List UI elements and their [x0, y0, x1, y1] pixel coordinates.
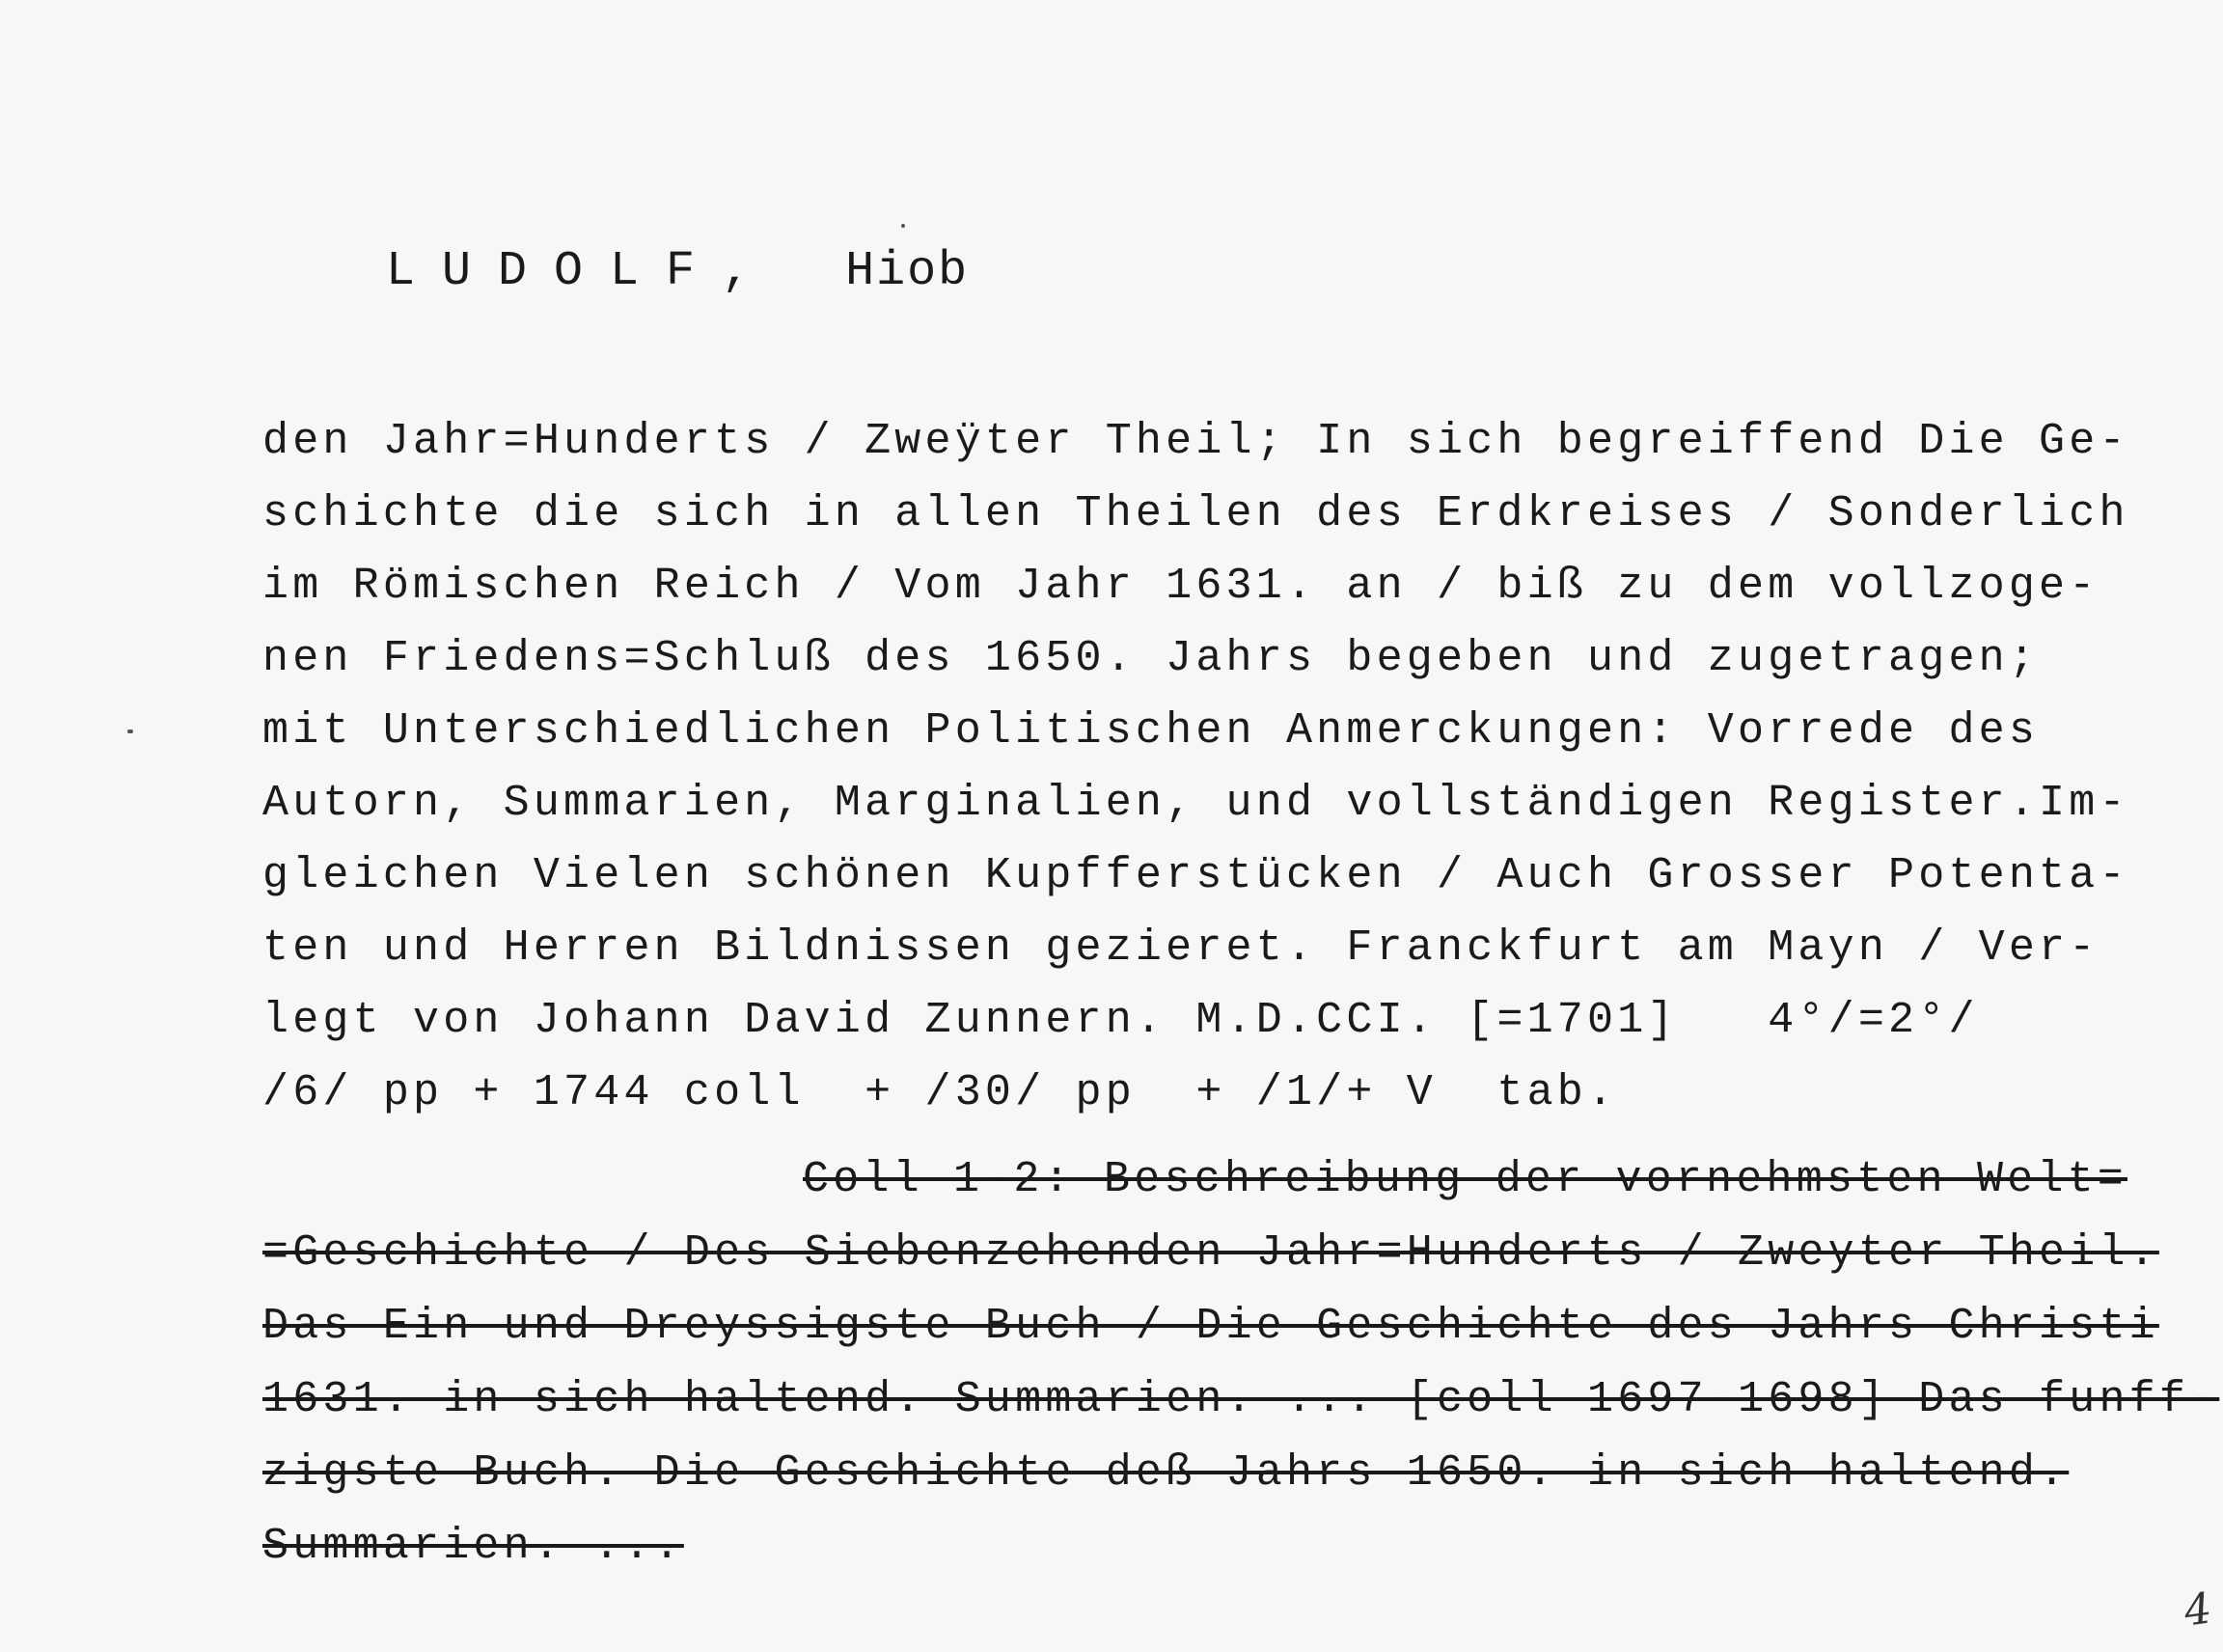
card-heading: [262, 189, 969, 354]
bibliographic-description: [262, 405, 2154, 1129]
description-line: gleichen Vielen schönen Kupfferstücken / Auch Grosser Potenta-: [262, 851, 2129, 900]
handwritten-page-number: 4: [2181, 1583, 2215, 1637]
author-given-name: Hiob: [845, 244, 970, 299]
struck-line: Das Ein und Dreyssigste Buch / Die Geschichte des Jahrs Christi: [262, 1302, 2159, 1351]
struck-through-note: [262, 1143, 2220, 1583]
struck-line: =Geschichte / Des Siebenzehenden Jahr=Hunderts / Zweyter Theil.: [262, 1228, 2159, 1278]
ink-speck: [127, 730, 133, 733]
description-line: ten und Herren Bildnissen gezieret. Franckfurt am Mayn / Ver-: [262, 923, 2100, 973]
struck-line: Summarien. ...: [262, 1522, 684, 1571]
collation-line: /6/ pp + 1744 coll + /30/ pp + /1/+ V tab.: [262, 1068, 1618, 1117]
description-line: schichte die sich in allen Theilen des Erdkreises / Sonderlich: [262, 489, 2129, 538]
description-line: nen Friedens=Schluß des 1650. Jahrs begeben und zugetragen;: [262, 634, 2040, 683]
author-surname: LUDOLF,: [386, 244, 779, 299]
ink-speck: [901, 224, 905, 228]
struck-line: Coll 1-2: Beschreibung der vornehmsten Welt=: [803, 1155, 2127, 1204]
description-line: Autorn, Summarien, Marginalien, und vollständigen Register.Im-: [262, 779, 2129, 828]
description-line: im Römischen Reich / Vom Jahr 1631. an / biß zu dem vollzoge-: [262, 562, 2100, 611]
description-line: mit Unterschiedlichen Politischen Anmerckungen: Vorrede des: [262, 706, 2040, 756]
struck-line: 1631. in sich haltend. Summarien. ... [coll 1697-1698] Das funff-: [262, 1375, 2220, 1424]
description-line: den Jahr=Hunderts / Zweÿter Theil; In sich begreiffend Die Ge-: [262, 417, 2129, 466]
description-line: legt von Johann David Zunnern. M.D.CCI. [=1701] 4°/=2°/: [262, 996, 1979, 1045]
struck-line: zigste Buch. Die Geschichte deß Jahrs 1650. in sich haltend.: [262, 1448, 2070, 1498]
